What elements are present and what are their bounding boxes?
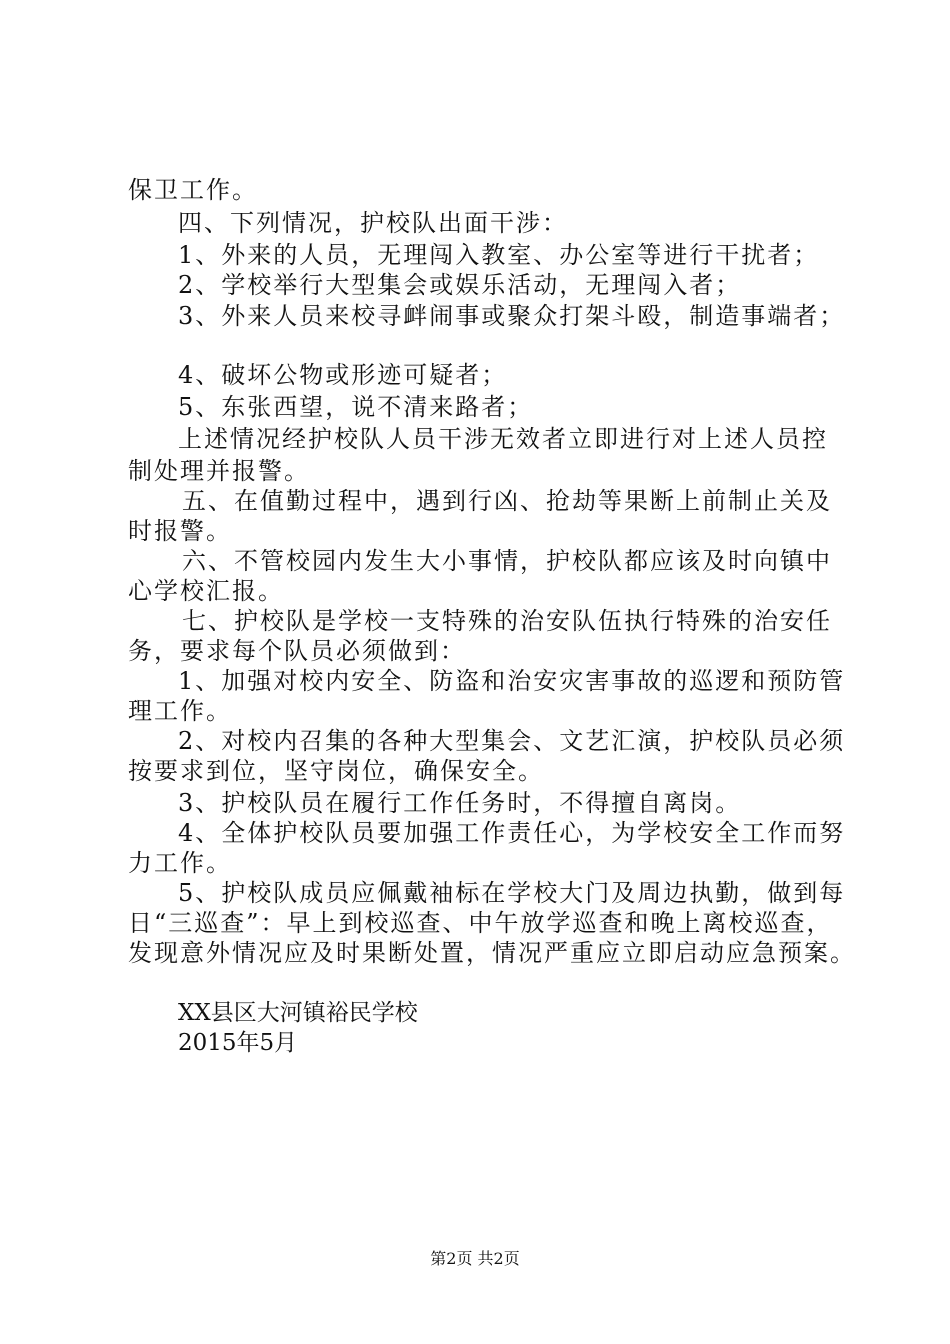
list-item: 3、护校队员在履行工作任务时，不得擅自离岗。 — [178, 789, 742, 817]
section-heading: 七、护校队是学校一支特殊的治安队伍执行特殊的治安任 — [182, 607, 832, 635]
list-item: 5、东张西望，说不清来路者； — [178, 393, 534, 421]
body-line: 发现意外情况应及时果断处置，情况严重应立即启动应急预案。 — [128, 939, 856, 967]
section-heading: 四、下列情况，护校队出面干涉： — [178, 209, 568, 237]
list-item: 5、护校队成员应佩戴袖标在学校大门及周边执勤，做到每 — [178, 879, 846, 907]
body-line: 日“三巡查”：早上到校巡查、中午放学巡查和晚上离校巡查， — [128, 909, 833, 937]
list-item: 1、外来的人员，无理闯入教室、办公室等进行干扰者； — [178, 241, 820, 269]
body-line: 时报警。 — [128, 517, 232, 545]
section-heading: 六、不管校园内发生大小事情，护校队都应该及时向镇中 — [182, 547, 832, 575]
body-line: 制处理并报警。 — [128, 457, 310, 485]
body-line: 力工作。 — [128, 849, 232, 877]
body-line: 理工作。 — [128, 697, 232, 725]
body-line: 上述情况经护校队人员干涉无效者立即进行对上述人员控 — [178, 425, 828, 453]
list-item: 2、学校举行大型集会或娱乐活动，无理闯入者； — [178, 271, 742, 299]
page-footer: 第2页 共2页 — [430, 1249, 520, 1268]
signature-org: XX县区大河镇裕民学校 — [178, 1000, 418, 1026]
body-line: 务，要求每个队员必须做到： — [128, 637, 466, 665]
body-line: 保卫工作。 — [128, 176, 258, 204]
section-heading: 五、在值勤过程中，遇到行凶、抢劫等果断上前制止关及 — [182, 487, 832, 515]
body-line: 心学校汇报。 — [128, 577, 284, 605]
list-item: 2、对校内召集的各种大型集会、文艺汇演，护校队员必须 — [178, 727, 846, 755]
list-item: 4、全体护校队员要加强工作责任心，为学校安全工作而努 — [178, 819, 846, 847]
list-item: 4、破坏公物或形迹可疑者； — [178, 361, 508, 389]
list-item: 3、外来人员来校寻衅闹事或聚众打架斗殴，制造事端者； — [178, 302, 846, 330]
signature-date: 2015年5月 — [178, 1030, 298, 1056]
list-item: 1、加强对校内安全、防盗和治安灾害事故的巡逻和预防管 — [178, 667, 846, 695]
body-line: 按要求到位，坚守岗位，确保安全。 — [128, 757, 544, 785]
